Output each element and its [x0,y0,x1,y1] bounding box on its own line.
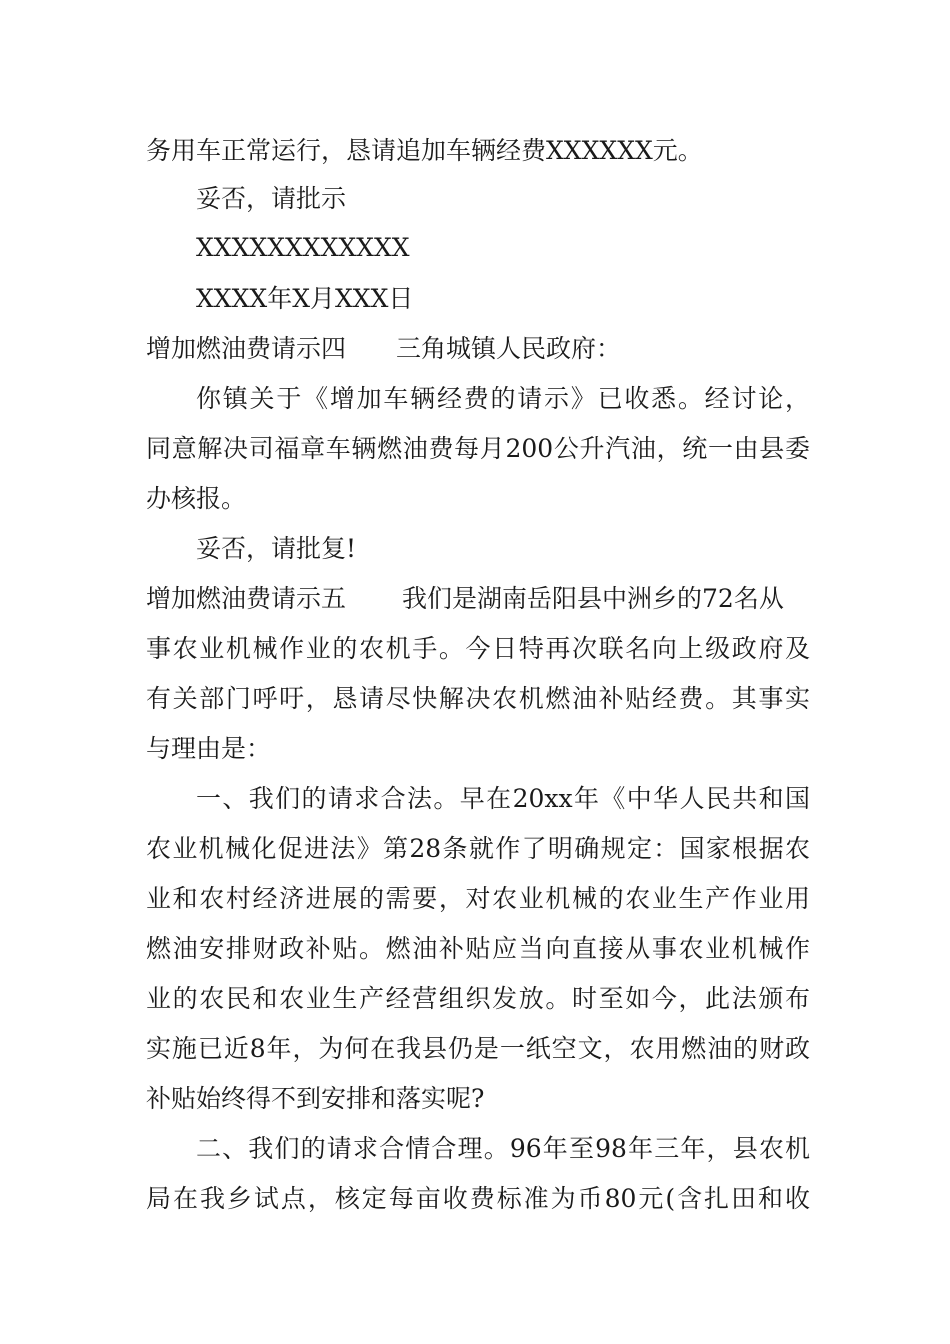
paragraph-line: 业和农村经济进展的需要，对农业机械的农业生产作业用 [146,884,810,913]
paragraph-line: 局在我乡试点，核定每亩收费标准为币80元(含扎田和收 [146,1184,810,1213]
paragraph-line: 有关部门呼吁，恳请尽快解决农机燃油补贴经费。其事实 [146,684,810,713]
signature-line: XXXXXXXXXXXX [196,233,410,262]
paragraph-line: 实施已近8年，为何在我县仍是一纸空文，农用燃油的财政 [146,1034,810,1063]
paragraph-line: 与理由是： [146,734,272,763]
section-title: 增加燃油费请示五 [146,584,347,613]
paragraph-line: 二、我们的请求合情合理。96年至98年三年，县农机 [196,1134,810,1163]
paragraph-line: 业的农民和农业生产经营组织发放。时至如今，此法颁布 [146,984,810,1013]
section-heading [146,574,810,624]
paragraph-line: 农业机械化促进法》第28条就作了明确规定：国家根据农 [146,834,810,863]
paragraph-line: 补贴始终得不到安排和落实呢? [146,1084,485,1113]
date-line: XXXX年X月XXX日 [196,284,414,313]
closing-line: 妥否，请批复! [196,534,357,563]
paragraph-line: 同意解决司福章车辆燃油费每月200公升汽油，统一由县委 [146,434,810,463]
section-heading [146,324,810,374]
section-title: 增加燃油费请示四 [146,334,347,363]
addressee: 三角城镇人民政府： [396,334,622,363]
paragraph-line: 务用车正常运行，恳请追加车辆经费XXXXXX元。 [146,136,703,165]
paragraph-line: 燃油安排财政补贴。燃油补贴应当向直接从事农业机械作 [146,934,810,963]
paragraph-text: 我们是湖南岳阳县中洲乡的72名从 [402,584,784,613]
paragraph-line: 办核报。 [146,484,247,513]
paragraph-line: 一、我们的请求合法。早在20xx年《中华人民共和国 [196,784,810,813]
closing-line: 妥否，请批示 [196,184,347,213]
paragraph-line: 事农业机械作业的农机手。今日特再次联名向上级政府及 [146,634,810,663]
paragraph-line: 你镇关于《增加车辆经费的请示》已收悉。经讨论， [196,384,810,413]
